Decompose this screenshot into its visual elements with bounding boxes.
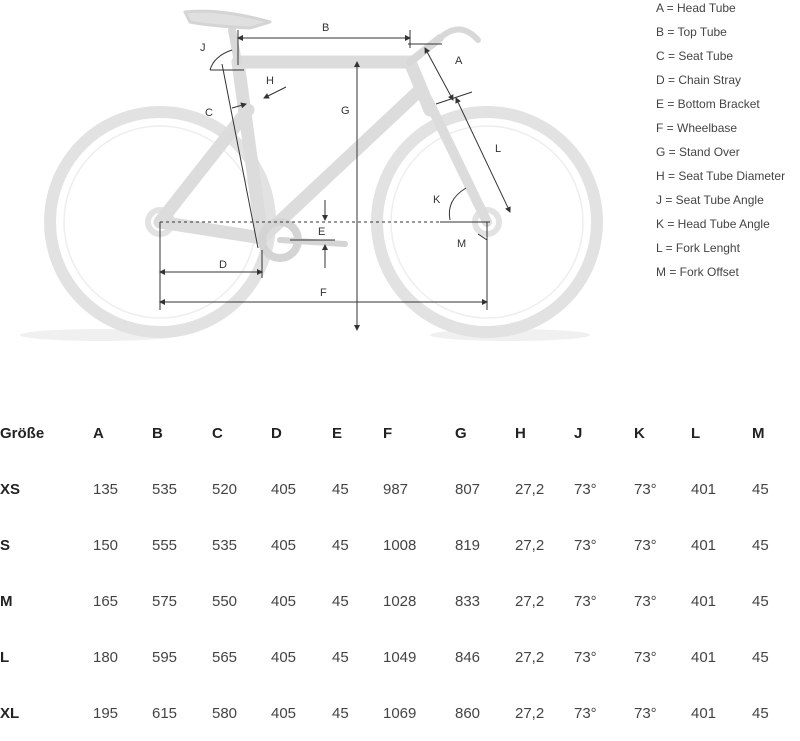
size-cell: S (0, 536, 11, 554)
value-cell: 595 (152, 648, 178, 666)
header-J: J (574, 424, 583, 442)
header-M: M (752, 424, 765, 442)
value-cell: 401 (691, 536, 717, 554)
size-cell: M (0, 592, 13, 610)
value-cell: 73° (634, 480, 657, 498)
value-cell: 520 (212, 480, 238, 498)
value-cell: 846 (455, 648, 481, 666)
value-cell: 45 (752, 648, 769, 666)
value-cell: 45 (332, 704, 349, 722)
value-cell: 73° (574, 480, 597, 498)
size-cell: XL (0, 704, 20, 722)
header-B: B (152, 424, 163, 442)
label-E: E (318, 226, 326, 238)
header-E: E (332, 424, 343, 442)
value-cell: 45 (332, 536, 349, 554)
value-cell: 1069 (383, 704, 417, 722)
label-K: K (433, 194, 441, 206)
value-cell: 615 (152, 704, 178, 722)
value-cell: 150 (93, 536, 119, 554)
value-cell: 27,2 (515, 648, 545, 666)
value-cell: 575 (152, 592, 178, 610)
legend-item: E = Bottom Bracket (656, 97, 760, 111)
value-cell: 73° (574, 648, 597, 666)
value-cell: 73° (574, 536, 597, 554)
value-cell: 833 (455, 592, 481, 610)
header-K: K (634, 424, 645, 442)
value-cell: 180 (93, 648, 119, 666)
legend-item: H = Seat Tube Diameter (656, 169, 786, 183)
value-cell: 860 (455, 704, 481, 722)
measurement-lines (160, 30, 510, 330)
bike-silhouette (20, 11, 597, 341)
table-header-row (0, 405, 800, 461)
value-cell: 73° (634, 704, 657, 722)
value-cell: 405 (271, 536, 297, 554)
label-G: G (341, 105, 350, 117)
header-F: F (383, 424, 393, 442)
value-cell: 45 (752, 536, 769, 554)
label-D: D (219, 259, 227, 271)
value-cell: 27,2 (515, 536, 545, 554)
size-cell: L (0, 648, 10, 666)
value-cell: 73° (574, 704, 597, 722)
value-cell: 45 (332, 592, 349, 610)
label-A: A (455, 55, 463, 67)
value-cell: 1008 (383, 536, 417, 554)
header-L: L (691, 424, 701, 442)
label-H: H (266, 75, 274, 87)
label-F: F (320, 287, 327, 299)
legend-item: M = Fork Offset (656, 265, 739, 279)
label-C: C (205, 107, 213, 119)
table-row (0, 685, 800, 741)
table-row (0, 573, 800, 629)
value-cell: 135 (93, 480, 119, 498)
value-cell: 401 (691, 480, 717, 498)
label-B: B (322, 22, 330, 34)
value-cell: 565 (212, 648, 238, 666)
value-cell: 27,2 (515, 704, 545, 722)
value-cell: 27,2 (515, 592, 545, 610)
bike-geometry-diagram (0, 0, 640, 345)
label-J: J (200, 42, 206, 54)
table-row (0, 461, 800, 517)
header-size: Größe (0, 424, 45, 442)
value-cell: 401 (691, 704, 717, 722)
value-cell: 73° (634, 536, 657, 554)
legend-item: F = Wheelbase (656, 121, 738, 135)
header-C: C (212, 424, 223, 442)
label-M: M (457, 238, 467, 250)
value-cell: 405 (271, 704, 297, 722)
table-row (0, 629, 800, 685)
label-L: L (495, 143, 502, 155)
value-cell: 401 (691, 592, 717, 610)
value-cell: 987 (383, 480, 409, 498)
value-cell: 535 (212, 536, 238, 554)
value-cell: 45 (752, 480, 769, 498)
value-cell: 45 (332, 648, 349, 666)
table-row (0, 517, 800, 573)
value-cell: 550 (212, 592, 238, 610)
value-cell: 819 (455, 536, 481, 554)
legend-item: J = Seat Tube Angle (656, 193, 764, 207)
legend-item: A = Head Tube (656, 1, 736, 15)
legend-item: D = Chain Stray (656, 73, 742, 87)
value-cell: 401 (691, 648, 717, 666)
value-cell: 405 (271, 480, 297, 498)
value-cell: 165 (93, 592, 119, 610)
value-cell: 73° (574, 592, 597, 610)
value-cell: 405 (271, 648, 297, 666)
header-H: H (515, 424, 526, 442)
size-cell: XS (0, 480, 21, 498)
legend-item: B = Top Tube (656, 25, 727, 39)
header-A: A (93, 424, 104, 442)
table-body (0, 461, 800, 741)
value-cell: 405 (271, 592, 297, 610)
legend-item: C = Seat Tube (656, 49, 734, 63)
legend-item: K = Head Tube Angle (656, 217, 770, 231)
value-cell: 45 (332, 480, 349, 498)
header-G: G (455, 424, 467, 442)
value-cell: 1028 (383, 592, 417, 610)
header-D: D (271, 424, 282, 442)
value-cell: 555 (152, 536, 178, 554)
value-cell: 807 (455, 480, 481, 498)
value-cell: 45 (752, 592, 769, 610)
legend-item: G = Stand Over (656, 145, 740, 159)
value-cell: 73° (634, 648, 657, 666)
value-cell: 195 (93, 704, 119, 722)
legend-item: L = Fork Lenght (656, 241, 740, 255)
value-cell: 27,2 (515, 480, 545, 498)
value-cell: 580 (212, 704, 238, 722)
value-cell: 1049 (383, 648, 417, 666)
value-cell: 73° (634, 592, 657, 610)
value-cell: 45 (752, 704, 769, 722)
value-cell: 535 (152, 480, 178, 498)
geometry-table (0, 405, 800, 741)
